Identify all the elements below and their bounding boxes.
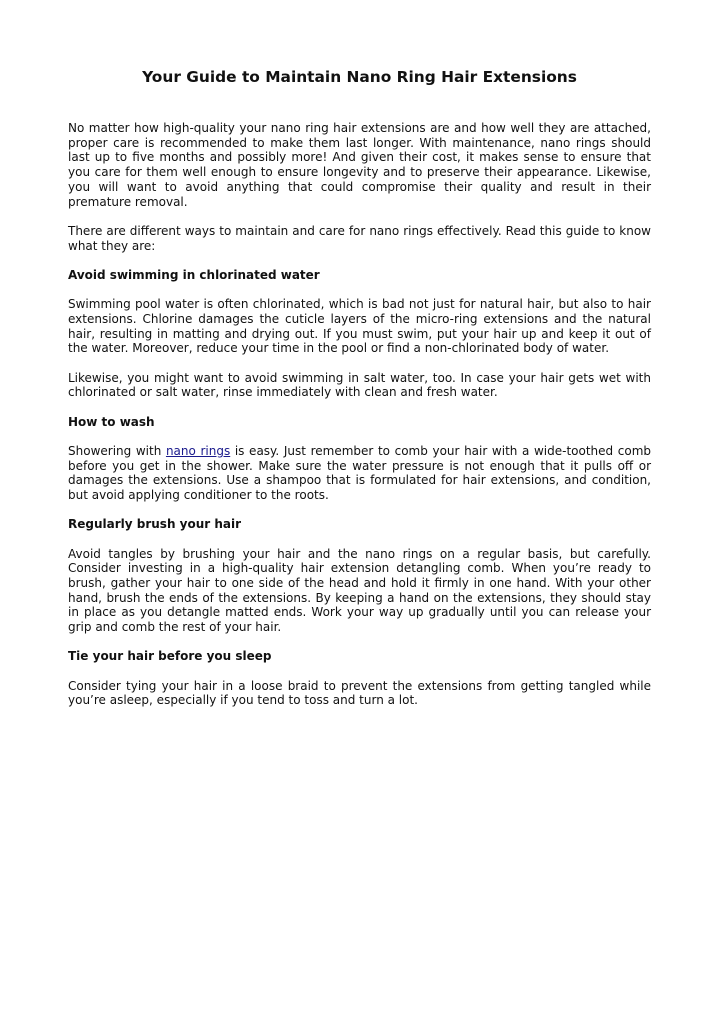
section-heading-swimming: Avoid swimming in chlorinated water	[68, 267, 320, 282]
brush-paragraph: Avoid tangles by brushing your hair and the nano rings on a regular basis, but carefully. Consider investing in a high-quality hair extension detangling comb. When you’re ready to brush, gather your hair to one side of the head and hold it firmly in one hand. With your other hand, brush the ends of the extensions. By keeping a hand on the extensions, they should stay in place as you detangle matted ends. Work your way up gradually until you can release your grip and comb the rest of your hair.	[68, 546, 651, 635]
document-title: Your Guide to Maintain Nano Ring Hair Extensions	[142, 68, 577, 86]
wash-paragraph	[68, 444, 651, 503]
wash-text-before-link: Showering with	[68, 443, 166, 458]
section-heading-wash: How to wash	[68, 414, 155, 429]
intro-paragraph-2: There are different ways to maintain and care for nano rings effectively. Read this guide to know what they are:	[68, 223, 651, 253]
nano-rings-link[interactable]: nano rings	[165, 443, 231, 458]
wash-text-after-link: is easy. Just remember to comb your hair with a wide-toothed comb before you get in the shower. Make sure the water pressure is not enough that it pulls off or damages the extensions. Use a shampoo that is formulated for hair extensions, and condition, but avoid applying conditioner to the roots.	[68, 443, 652, 502]
intro-paragraph-1: No matter how high-quality your nano ring hair extensions are and how well they are attached, proper care is recommended to make them last longer. With maintenance, nano rings should last up to five months and possibly more! And given their cost, it makes sense to ensure that you care for them well enough to ensure longevity and to preserve their appearance. Likewise, you will want to avoid anything that could compromise their quality and result in their premature removal.	[68, 121, 651, 209]
swimming-paragraph-2: Likewise, you might want to avoid swimming in salt water, too. In case your hair gets wet with chlorinated or salt water, rinse immediately with clean and fresh water.	[68, 370, 651, 400]
sleep-paragraph: Consider tying your hair in a loose braid to prevent the extensions from getting tangled while you’re asleep, especially if you tend to toss and turn a lot.	[68, 678, 651, 708]
swimming-paragraph-1: Swimming pool water is often chlorinated, which is bad not just for natural hair, but also to hair extensions. Chlorine damages the cuticle layers of the micro-ring extensions and the natural hair, resulting in matting and drying out. If you must swim, put your hair up and keep it out of the water. Moreover, reduce your time in the pool or find a non-chlorinated body of water.	[68, 297, 651, 356]
section-heading-brush: Regularly brush your hair	[68, 517, 242, 532]
document-page	[68, 64, 651, 723]
section-heading-sleep: Tie your hair before you sleep	[68, 649, 272, 664]
